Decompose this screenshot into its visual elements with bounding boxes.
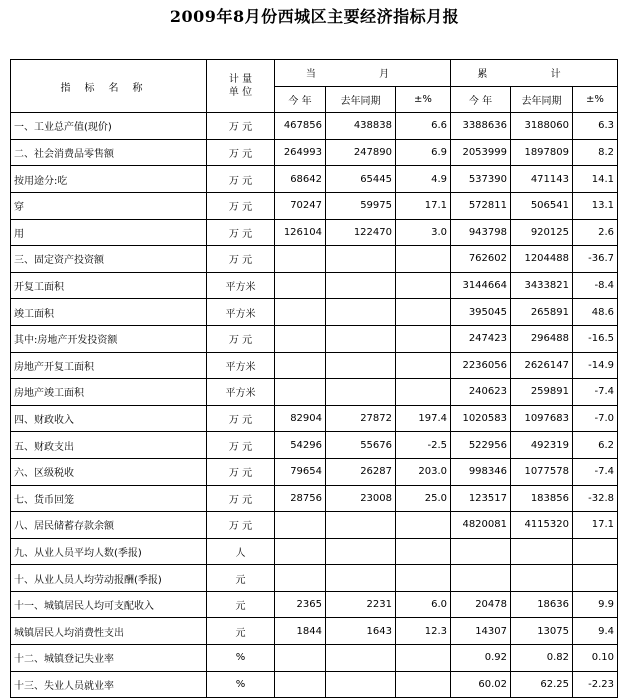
month-last-year-cell: 27872 [326,405,396,432]
unit-cell: 万 元 [207,405,275,432]
month-last-year-cell [326,299,396,326]
cum-last-year-cell: 1097683 [511,405,573,432]
month-this-year-cell [275,325,326,352]
month-change-cell: 3.0 [396,219,451,246]
unit-cell: 万 元 [207,325,275,352]
month-last-year-cell: 55676 [326,432,396,459]
table-row [11,139,618,166]
header-month-last-year: 去年同期 [326,86,396,113]
indicator-name-cell: 其中:房地产开发投资额 [11,325,207,352]
month-last-year-cell [326,379,396,406]
cum-this-year-cell: 123517 [451,485,511,512]
cum-change-cell: -2.23 [573,671,618,698]
month-last-year-cell [326,325,396,352]
cum-last-year-cell: 1204488 [511,246,573,273]
unit-cell: 人 [207,538,275,565]
month-change-cell [396,512,451,539]
unit-cell: 万 元 [207,219,275,246]
indicator-name-cell: 七、货币回笼 [11,485,207,512]
month-last-year-cell [326,512,396,539]
cum-this-year-cell: 0.92 [451,645,511,672]
cum-change-cell: -16.5 [573,325,618,352]
month-change-cell [396,565,451,592]
cum-change-cell: -14.9 [573,352,618,379]
cum-this-year-cell: 240623 [451,379,511,406]
cum-last-year-cell [511,538,573,565]
table-row [11,618,618,645]
unit-cell: 万 元 [207,192,275,219]
month-last-year-cell: 122470 [326,219,396,246]
cum-change-cell: 8.2 [573,139,618,166]
month-change-cell [396,645,451,672]
indicator-name-cell: 十、从业人员人均劳动报酬(季报) [11,565,207,592]
table-row [11,565,618,592]
cum-change-cell: 0.10 [573,645,618,672]
unit-cell: 万 元 [207,485,275,512]
indicator-name-cell: 开复工面积 [11,272,207,299]
cum-this-year-cell: 522956 [451,432,511,459]
cum-this-year-cell: 943798 [451,219,511,246]
month-change-cell [396,299,451,326]
cum-last-year-cell: 183856 [511,485,573,512]
month-change-cell: 4.9 [396,166,451,193]
month-this-year-cell [275,538,326,565]
cum-last-year-cell: 259891 [511,379,573,406]
cum-change-cell: -7.4 [573,379,618,406]
header-month-change: ±% [396,86,451,113]
indicator-name-cell: 竣工面积 [11,299,207,326]
cum-last-year-cell: 3433821 [511,272,573,299]
month-this-year-cell: 1844 [275,618,326,645]
unit-cell: 万 元 [207,166,275,193]
month-change-cell: 17.1 [396,192,451,219]
header-unit [207,60,275,113]
month-this-year-cell [275,645,326,672]
unit-cell: % [207,671,275,698]
cum-this-year-cell: 1020583 [451,405,511,432]
month-last-year-cell: 65445 [326,166,396,193]
table-row [11,458,618,485]
month-change-cell: 203.0 [396,458,451,485]
month-last-year-cell: 2231 [326,591,396,618]
unit-cell: 万 元 [207,432,275,459]
cum-this-year-cell: 395045 [451,299,511,326]
indicator-rows [11,113,618,698]
cum-last-year-cell: 0.82 [511,645,573,672]
month-change-cell: 197.4 [396,405,451,432]
table-row [11,219,618,246]
month-last-year-cell [326,538,396,565]
month-change-cell [396,325,451,352]
cum-last-year-cell: 62.25 [511,671,573,698]
cum-change-cell [573,538,618,565]
cum-change-cell: 17.1 [573,512,618,539]
month-last-year-cell: 26287 [326,458,396,485]
month-this-year-cell: 68642 [275,166,326,193]
unit-cell: 元 [207,591,275,618]
month-last-year-cell: 23008 [326,485,396,512]
cum-this-year-cell: 3144664 [451,272,511,299]
indicator-name-cell: 城镇居民人均消费性支出 [11,618,207,645]
cum-this-year-cell: 998346 [451,458,511,485]
table-row [11,352,618,379]
cum-this-year-cell [451,538,511,565]
cum-change-cell: 13.1 [573,192,618,219]
month-this-year-cell: 126104 [275,219,326,246]
month-last-year-cell [326,645,396,672]
month-this-year-cell [275,512,326,539]
indicator-name-cell: 九、从业人员平均人数(季报) [11,538,207,565]
cum-last-year-cell: 1897809 [511,139,573,166]
month-this-year-cell: 79654 [275,458,326,485]
cum-this-year-cell: 247423 [451,325,511,352]
month-this-year-cell [275,352,326,379]
month-last-year-cell: 1643 [326,618,396,645]
unit-cell: 万 元 [207,139,275,166]
table-row [11,192,618,219]
month-change-cell: 6.9 [396,139,451,166]
month-last-year-cell [326,272,396,299]
indicator-name-cell: 按用途分:吃 [11,166,207,193]
table-row [11,379,618,406]
unit-cell: 平方米 [207,379,275,406]
month-change-cell [396,379,451,406]
indicator-table [10,59,618,698]
cum-change-cell: -8.4 [573,272,618,299]
table-row [11,432,618,459]
unit-cell: 万 元 [207,512,275,539]
month-last-year-cell: 59975 [326,192,396,219]
unit-cell: 万 元 [207,113,275,140]
header-cumulative: 累 计 [451,60,618,87]
month-last-year-cell: 247890 [326,139,396,166]
cum-this-year-cell: 572811 [451,192,511,219]
cum-change-cell: 9.4 [573,618,618,645]
month-change-cell [396,352,451,379]
indicator-name-cell: 用 [11,219,207,246]
indicator-name-cell: 十二、城镇登记失业率 [11,645,207,672]
cum-this-year-cell: 2236056 [451,352,511,379]
cum-last-year-cell: 506541 [511,192,573,219]
indicator-name-cell: 六、区级税收 [11,458,207,485]
table-row [11,299,618,326]
unit-cell: 平方米 [207,272,275,299]
month-change-cell [396,671,451,698]
cum-last-year-cell: 920125 [511,219,573,246]
month-this-year-cell: 70247 [275,192,326,219]
indicator-name-cell: 房地产开复工面积 [11,352,207,379]
table-row [11,645,618,672]
cum-this-year-cell: 2053999 [451,139,511,166]
unit-cell: 元 [207,565,275,592]
cum-last-year-cell [511,565,573,592]
month-last-year-cell [326,671,396,698]
cum-last-year-cell: 13075 [511,618,573,645]
month-last-year-cell [326,352,396,379]
cum-change-cell: 6.3 [573,113,618,140]
cum-this-year-cell: 14307 [451,618,511,645]
header-unit-line1: 计 量 [228,74,253,86]
unit-cell: 万 元 [207,246,275,273]
month-change-cell: 6.0 [396,591,451,618]
indicator-name-cell: 一、工业总产值(现价) [11,113,207,140]
cum-this-year-cell: 3388636 [451,113,511,140]
table-row [11,166,618,193]
month-change-cell: 25.0 [396,485,451,512]
table-row [11,272,618,299]
cum-change-cell: -32.8 [573,485,618,512]
header-cum-change: ±% [573,86,618,113]
month-this-year-cell: 467856 [275,113,326,140]
indicator-name-cell: 十一、城镇居民人均可支配收入 [11,591,207,618]
month-change-cell [396,272,451,299]
month-change-cell [396,246,451,273]
cum-this-year-cell: 762602 [451,246,511,273]
indicator-name-cell: 八、居民储蓄存款余额 [11,512,207,539]
header-month-this-year: 今 年 [275,86,326,113]
month-change-cell: -2.5 [396,432,451,459]
cum-this-year-cell [451,565,511,592]
cum-this-year-cell: 60.02 [451,671,511,698]
cum-change-cell: 48.6 [573,299,618,326]
header-unit-line2: 单 位 [228,87,253,99]
table-row [11,512,618,539]
month-this-year-cell: 82904 [275,405,326,432]
header-indicator: 指标名称 [11,60,207,113]
indicator-name-cell: 穿 [11,192,207,219]
cum-last-year-cell: 492319 [511,432,573,459]
table-row [11,246,618,273]
cum-last-year-cell: 4115320 [511,512,573,539]
month-this-year-cell [275,379,326,406]
cum-change-cell: -7.4 [573,458,618,485]
indicator-name-cell: 房地产竣工面积 [11,379,207,406]
month-this-year-cell: 54296 [275,432,326,459]
month-last-year-cell [326,246,396,273]
cum-last-year-cell: 265891 [511,299,573,326]
cum-last-year-cell: 3188060 [511,113,573,140]
cum-change-cell: -36.7 [573,246,618,273]
cum-change-cell: 6.2 [573,432,618,459]
month-this-year-cell [275,246,326,273]
month-this-year-cell: 28756 [275,485,326,512]
month-last-year-cell [326,565,396,592]
table-row [11,325,618,352]
month-this-year-cell [275,565,326,592]
unit-cell: % [207,645,275,672]
report-title: 2009年8月份西城区主要经济指标月报 [169,7,460,26]
cum-this-year-cell: 4820081 [451,512,511,539]
header-cum-this-year: 今 年 [451,86,511,113]
unit-cell: 万 元 [207,458,275,485]
table-row [11,113,618,140]
month-this-year-cell: 264993 [275,139,326,166]
indicator-name-cell: 十三、失业人员就业率 [11,671,207,698]
cum-last-year-cell: 1077578 [511,458,573,485]
cum-change-cell: 2.6 [573,219,618,246]
table-row [11,591,618,618]
cum-last-year-cell: 18636 [511,591,573,618]
cum-this-year-cell: 537390 [451,166,511,193]
unit-cell: 平方米 [207,299,275,326]
cum-change-cell: 14.1 [573,166,618,193]
month-change-cell: 6.6 [396,113,451,140]
cum-last-year-cell: 2626147 [511,352,573,379]
cum-change-cell: 9.9 [573,591,618,618]
indicator-name-cell: 五、财政支出 [11,432,207,459]
cum-this-year-cell: 20478 [451,591,511,618]
month-this-year-cell [275,299,326,326]
header-cum-last-year: 去年同期 [511,86,573,113]
cum-change-cell [573,565,618,592]
cum-change-cell: -7.0 [573,405,618,432]
cum-last-year-cell: 296488 [511,325,573,352]
table-row [11,405,618,432]
unit-cell: 元 [207,618,275,645]
month-this-year-cell: 2365 [275,591,326,618]
month-change-cell: 12.3 [396,618,451,645]
indicator-name-cell: 二、社会消费品零售额 [11,139,207,166]
table-row [11,485,618,512]
month-this-year-cell [275,272,326,299]
header-current-month: 当 月 [275,60,451,87]
table-row [11,538,618,565]
cum-last-year-cell: 471143 [511,166,573,193]
indicator-name-cell: 三、固定资产投资额 [11,246,207,273]
month-this-year-cell [275,671,326,698]
unit-cell: 平方米 [207,352,275,379]
month-last-year-cell: 438838 [326,113,396,140]
indicator-name-cell: 四、财政收入 [11,405,207,432]
month-change-cell [396,538,451,565]
table-row [11,671,618,698]
